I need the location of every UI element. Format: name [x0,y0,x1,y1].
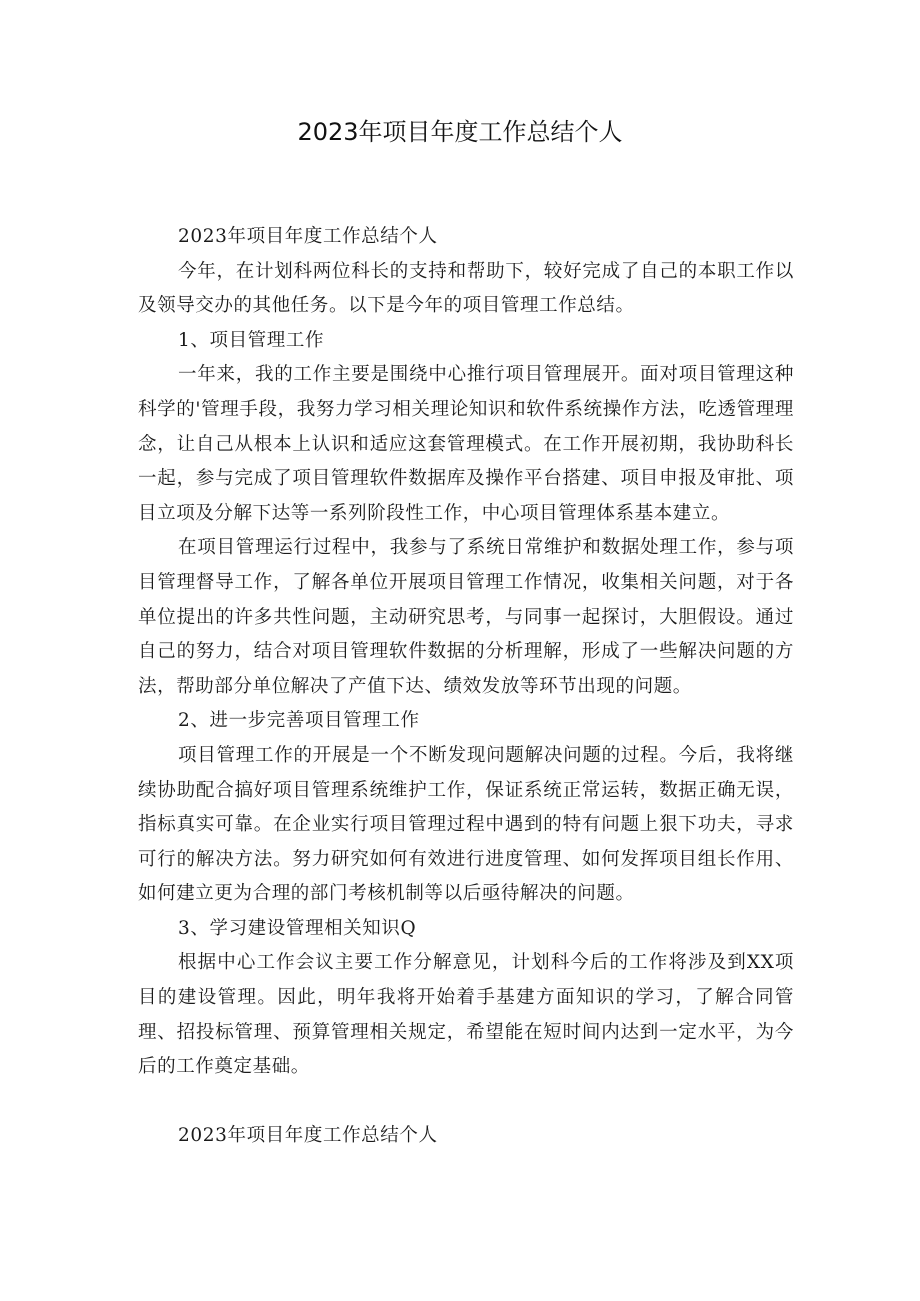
paragraph-section-3: 根据中心工作会议主要工作分解意见，计划科今后的工作将涉及到XX项目的建设管理。因此，明年我将开始着手基建方面知识的学习，了解合同管理、招投标管理、预算管理相关规定，希望能在短时间内达到一定水平，为今后的工作奠定基础。 [138,952,794,1078]
section-heading-1: 1、项目管理工作 [178,329,325,351]
section-heading-2: 2、进一步完善项目管理工作 [178,710,420,732]
paragraph-intro: 今年，在计划科两位科长的支持和帮助下，较好完成了自己的本职工作以及领导交办的其他任务。以下是今年的项目管理工作总结。 [138,260,794,317]
document-title: 2023年项目年度工作总结个人 [297,118,623,146]
paragraph-repeat-title: 2023年项目年度工作总结个人 [178,1124,438,1146]
paragraph-section-1b: 在项目管理运行过程中，我参与了系统日常维护和数据处理工作，参与项目管理督导工作，了解各单位开展项目管理工作情况，收集相关问题，对于各单位提出的许多共性问题，主动研究思考，与同事一起探讨，大胆假设。通过自己的努力，结合对项目管理软件数据的分析理解，形成了一些解决问题的方法，帮助部分单位解决了产值下达、绩效发放等环节出现的问题。 [138,537,794,697]
section-heading-3: 3、学习建设管理相关知识Q [178,917,417,939]
paragraph-subtitle: 2023年项目年度工作总结个人 [178,226,438,247]
paragraph-section-1a: 一年来，我的工作主要是围绕中心推行项目管理展开。面对项目管理这种科学的'管理手段，我努力学习相关理论知识和软件系统操作方法，吃透管理理念，让自己从根本上认识和适应这套管理模式。在工作开展初期，我协助科长一起，参与完成了项目管理软件数据库及操作平台搭建、项目申报及审批、项目立项及分解下达等一系列阶段性工作，中心项目管理体系基本建立。 [138,364,794,524]
document-body [138,220,794,1153]
paragraph-section-2: 项目管理工作的开展是一个不断发现问题解决问题的过程。今后，我将继续协助配合搞好项目管理系统维护工作，保证系统正常运转，数据正确无误，指标真实可靠。在企业实行项目管理过程中遇到的特有问题上狠下功夫，寻求可行的解决方法。努力研究如何有效进行进度管理、如何发挥项目组长作用、如何建立更为合理的部门考核机制等以后亟待解决的问题。 [138,744,794,905]
